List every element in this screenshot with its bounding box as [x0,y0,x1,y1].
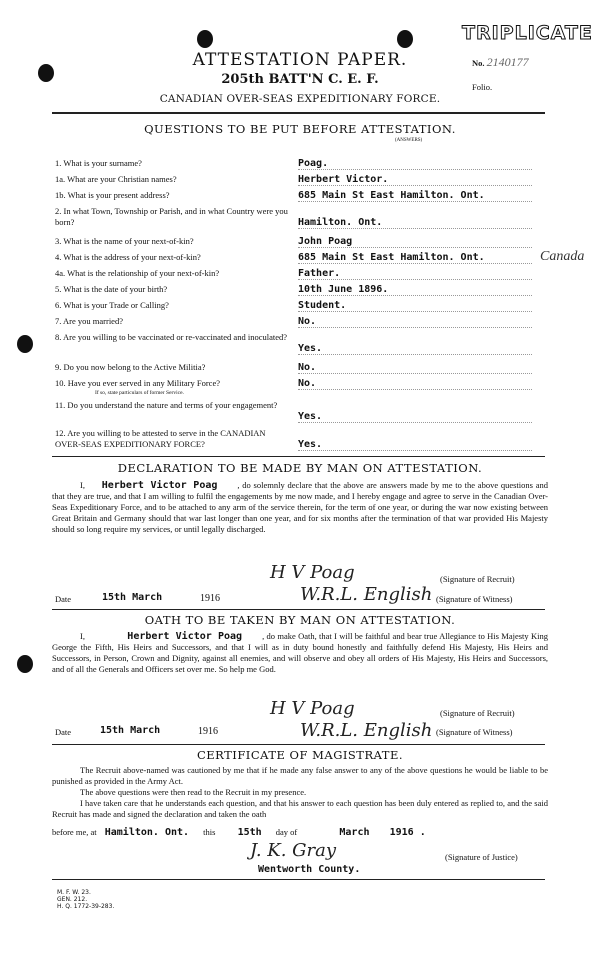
oath-recruit-label: (Signature of Recruit) [440,708,515,718]
witness-signature: W.R.L. English [300,584,433,605]
certificate-p1: The Recruit above-named was cautioned by me that if he made any false answer to any of the above questions he would be liable to be punished as provided in the Army Act. [52,765,548,786]
oath-year: 1916 [198,726,218,737]
divider [52,744,545,745]
certificate-p3: I have taken care that he understands each question, and that his answer to each question has been duly entered as replied to, and the said Recruit has made and signed the declaration and taken the oath [52,798,548,819]
oath-date-label: Date [55,727,72,737]
answer-field: Herbert Victor. [298,174,532,186]
question-label: 4. What is the address of your next-of-kin? [55,252,201,262]
certificate-line [52,826,552,839]
before-label: before me, at [52,827,97,837]
date-label: Date [55,594,72,604]
divider [52,112,545,114]
answer-field: Yes. [298,411,532,423]
page-title: ATTESTATION PAPER. [192,50,408,70]
declaration-title: DECLARATION TO BE MADE BY MAN ON ATTESTATION. [117,461,483,475]
divider [52,609,545,610]
answer-field: No. [298,316,532,328]
battalion: 205th BATT'N C. E. F. [221,72,379,87]
declaration-year: 1916 [200,593,220,604]
day-of-label: day of [275,827,298,837]
punch-hole [397,30,413,48]
declaration-date: 15th March [102,592,163,603]
oath-title: OATH TO BE TAKEN BY MAN ON ATTESTATION. [144,613,456,627]
oath-date: 15th March [100,725,161,736]
answer-field: Yes. [298,343,532,355]
month: March [339,827,370,838]
oath-name: Herbert Victor Poag [127,631,243,642]
justice-signature: J. K. Gray [250,840,337,861]
question-label: 1b. What is your present address? [55,190,170,200]
punch-hole [197,30,213,48]
justice-label: (Signature of Justice) [445,852,518,862]
prefix: I, [80,631,85,641]
handwritten-country: Canada [540,249,585,264]
question-label: 11. Do you understand the nature and terms of your engagement? [55,400,278,410]
divider [52,879,545,880]
divider [52,456,545,457]
oath-text [52,631,548,675]
question-label: 9. Do you now belong to the Active Militia? [55,362,206,372]
q10-note: If so, state particulars of former Service. [95,390,184,396]
oath-recruit-signature: H V Poag [270,698,355,719]
folio-label: Folio. [472,82,493,92]
question-label: 7. Are you married? [55,316,123,326]
declaration-text [52,480,548,535]
declaration-body: , do solemnly declare that the above are answers made by me to the above questions and that they are true, and that I am willing to fulfil the engagements by me now made, and I hereby engage and agree to serve in the Canadian Over-Seas Expeditionary Force, and to be attached to any arm of the service therein, for the term of one year, or during the war now existing between Great Britain and Germany should that war last longer than one year, and for six months after the termination of that war provided His Majesty should so long require my services, or until legally discharged. [52,480,548,534]
county: Wentworth County. [258,864,361,875]
footer-codes [57,889,114,910]
answer-field: Father. [298,268,532,280]
oath-witness-label: (Signature of Witness) [436,727,513,737]
punch-hole [17,335,33,353]
question-label: 4a. What is the relationship of your next-of-kin? [55,268,220,278]
oath-witness-signature: W.R.L. English [300,720,433,741]
question-label: 12. Are you willing to be attested to serve in the CANADIAN OVER-SEAS EXPEDITIONARY FORCE? [55,428,266,449]
recruit-signature: H V Poag [270,562,355,583]
certificate-title: CERTIFICATE OF MAGISTRATE. [196,748,404,762]
year: 1916 . [389,827,426,838]
question-label: 3. What is the name of your next-of-kin? [55,236,194,246]
certificate-text [52,765,548,820]
question-label: 8. Are you willing to be vaccinated or re-vaccinated and inoculated? [55,332,288,342]
form-number [472,55,529,70]
place: Hamilton. Ont. [104,827,190,838]
question-label: 6. What is your Trade or Calling? [55,300,169,310]
answer-field: John Poag [298,236,532,248]
answer-field: No. [298,362,532,374]
footer-code: GEN. 212. [57,896,88,903]
question-label: 1a. What are your Christian names? [55,174,177,184]
recruit-name: Herbert Victor Poag [101,480,218,491]
number-label: No. [472,58,485,68]
punch-hole [17,655,33,673]
day: 15th [237,827,262,838]
triplicate-stamp: TRIPLICATE [462,22,593,44]
answer-field: Poag. [298,158,532,170]
oath-body: , do make Oath, that I will be faithful and bear true Allegiance to His Majesty King George the Fifth, His Heirs and Successors, and that I will as in duty bound honestly and faithfully defend His Majesty, His Heirs and Successors, in Person, Crown and Dignity, against all enemies, and will observe and obey all orders of His Majesty, His Heirs and Successors, and of all the Generals and Officers set over me. So help me God. [52,631,548,674]
questions-title: QUESTIONS TO BE PUT BEFORE ATTESTATION. [144,122,456,136]
answers-label: (ANSWERS) [395,138,423,143]
question-label: 5. What is the date of your birth? [55,284,168,294]
question-label: 1. What is your surname? [55,158,142,168]
certificate-p2: The above questions were then read to the Recruit in my presence. [80,787,307,797]
force-name: CANADIAN OVER-SEAS EXPEDITIONARY FORCE. [159,93,441,105]
recruit-signature-label: (Signature of Recruit) [440,574,515,584]
answer-field: Hamilton. Ont. [298,217,532,229]
answer-field: No. [298,378,532,390]
question-label: 2. In what Town, Township or Parish, and in what Country were you born? [55,206,288,227]
answer-field: Student. [298,300,532,312]
footer-code: M. F. W. 23. [57,889,91,896]
answer-field: 685 Main St East Hamilton. Ont. [298,190,532,202]
answer-field: 685 Main St East Hamilton. Ont. [298,252,532,264]
answer-field: Yes. [298,439,532,451]
prefix: I, [80,480,85,490]
question-label: 10. Have you ever served in any Military Force? [55,378,220,388]
footer-code: H. Q. 1772-39-283. [57,903,115,910]
answer-field: 10th June 1896. [298,284,532,296]
punch-hole [38,64,54,82]
this-label: this [203,827,216,837]
witness-signature-label: (Signature of Witness) [436,594,513,604]
number-value: 2140177 [486,55,529,69]
